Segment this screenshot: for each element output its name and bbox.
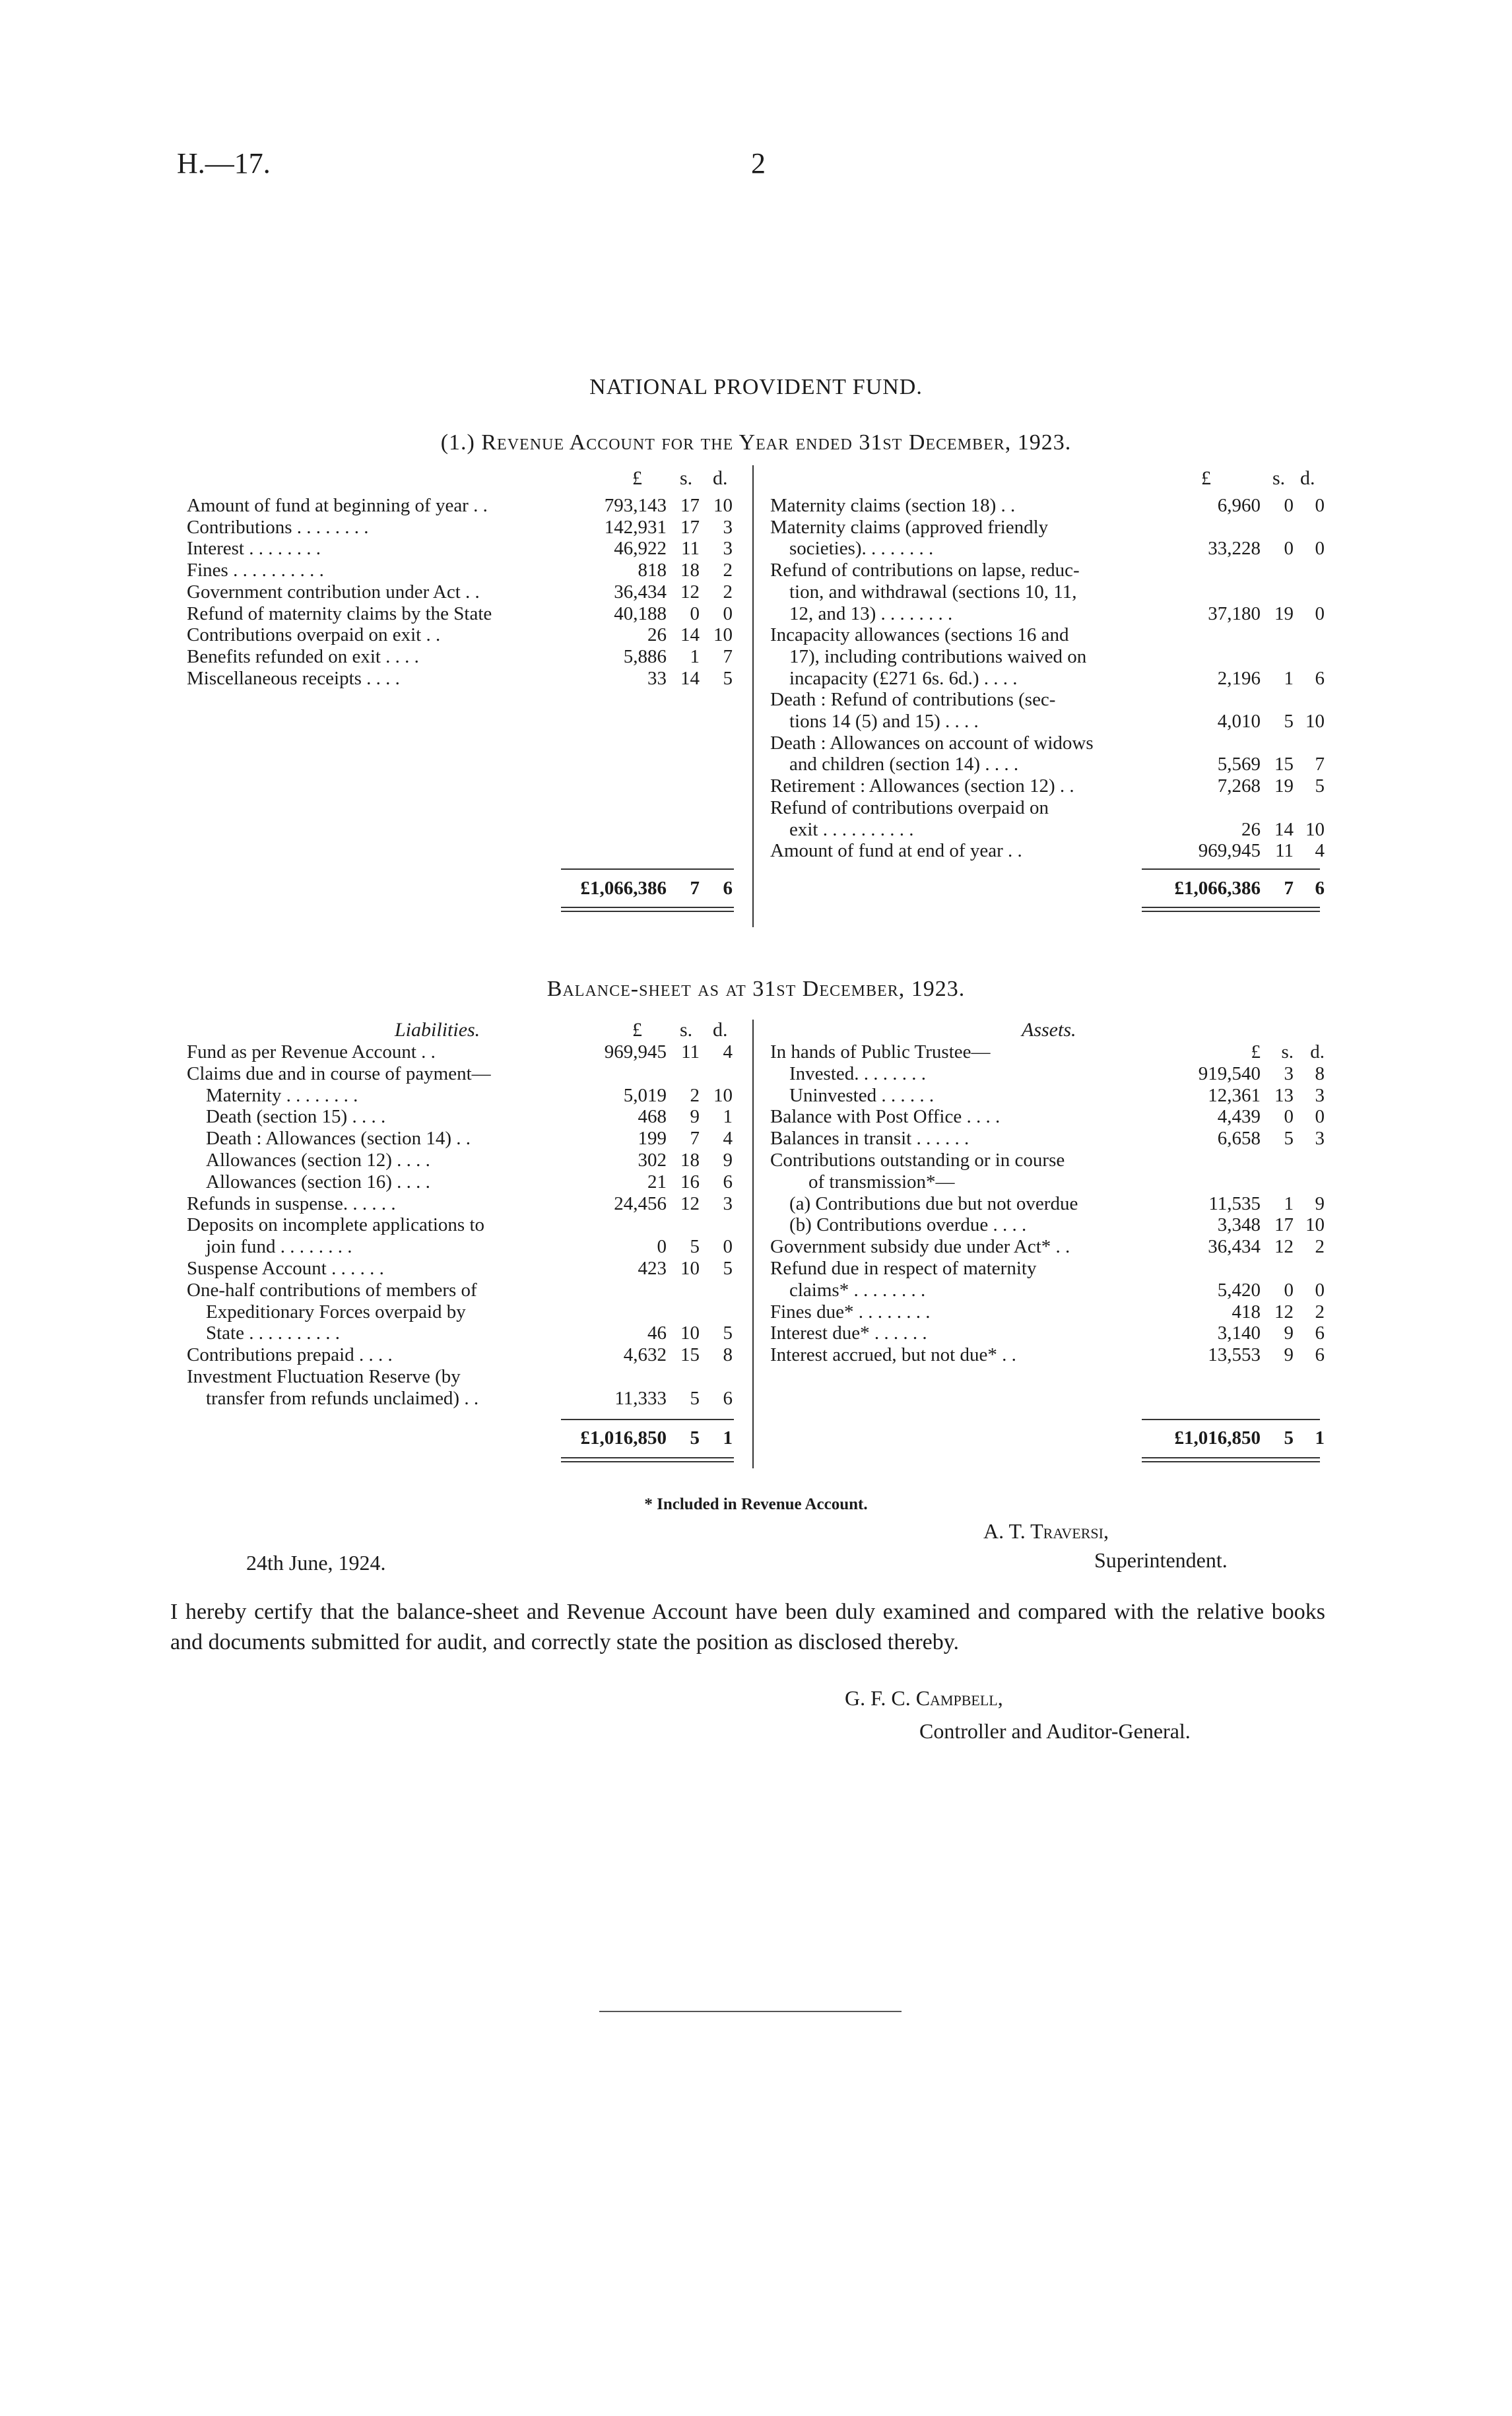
liability-pounds: 46: [647, 1322, 667, 1344]
rev-payment-s: 15: [1274, 754, 1294, 775]
asset-pounds: 3,348: [1217, 1214, 1261, 1236]
liability-label: join fund . . . . . . . .: [187, 1236, 352, 1258]
liability-pounds: 21: [647, 1171, 667, 1192]
rev-payment-pounds: 37,180: [1208, 603, 1261, 624]
rev-receipt-s: 12: [680, 581, 700, 603]
liability-label: Maternity . . . . . . . .: [187, 1084, 358, 1106]
asset-label: (b) Contributions overdue . . . .: [770, 1214, 1027, 1236]
rev-left-d-header: d.: [713, 467, 728, 489]
liability-label: Suspense Account . . . . . .: [187, 1258, 384, 1279]
bal-right-total-s: 5: [1284, 1427, 1294, 1449]
liability-d: 9: [723, 1150, 733, 1171]
liability-s: 16: [680, 1171, 700, 1192]
balance-center-divider: [752, 1020, 754, 1468]
rev-receipt-d: 7: [723, 645, 733, 667]
rev-payment-pounds: 33,228: [1208, 538, 1261, 560]
liabilities-heading: Liabilities.: [395, 1019, 480, 1041]
asset-d: d.: [1310, 1041, 1325, 1062]
liability-s: 12: [680, 1192, 700, 1214]
liability-pounds: 4,632: [623, 1344, 667, 1366]
bal-right-total-d: 1: [1315, 1427, 1325, 1449]
document-reference: H.—17.: [177, 147, 271, 180]
rev-payment-label: 12, and 13) . . . . . . . .: [770, 603, 953, 624]
asset-d: 6: [1315, 1322, 1325, 1344]
rev-right-s-header: s.: [1272, 467, 1286, 489]
rev-receipt-label: Fines . . . . . . . . . .: [187, 560, 324, 581]
rev-left-double-rule-2: [561, 911, 734, 912]
rev-receipt-label: Miscellaneous receipts . . . .: [187, 667, 400, 689]
rev-left-double-rule-1: [561, 907, 734, 908]
rev-payment-s: 19: [1274, 603, 1294, 624]
liability-label: Allowances (section 16) . . . .: [187, 1171, 430, 1192]
rev-payment-label: Maternity claims (section 18) . .: [770, 495, 1016, 516]
rev-receipt-pounds: 33: [647, 667, 667, 689]
superintendent-name: A. T. Traversi,: [983, 1519, 1109, 1543]
bal-left-double-rule-2: [561, 1461, 734, 1462]
rev-payment-label: societies). . . . . . . .: [770, 538, 934, 560]
liability-d: 5: [723, 1258, 733, 1279]
rev-receipt-d: 10: [713, 495, 733, 516]
liability-label: Death (section 15) . . . .: [187, 1106, 386, 1128]
liability-s: 7: [690, 1128, 700, 1150]
rev-payment-s: 0: [1284, 495, 1294, 516]
liability-s: 9: [690, 1106, 700, 1128]
liability-pounds: 24,456: [614, 1192, 667, 1214]
rev-left-s-header: s.: [680, 467, 693, 489]
rev-payment-pounds: 26: [1241, 818, 1261, 840]
rev-receipt-s: 17: [680, 516, 700, 538]
asset-d: 3: [1315, 1128, 1325, 1150]
asset-label: Contributions outstanding or in course: [770, 1150, 1065, 1171]
rev-right-pound-header: £: [1201, 467, 1211, 489]
rev-payment-s: 14: [1274, 818, 1294, 840]
asset-pounds: 11,535: [1208, 1192, 1261, 1214]
bal-right-total-rule: [1142, 1419, 1320, 1420]
assets-heading: Assets.: [1022, 1019, 1076, 1041]
asset-label: Balance with Post Office . . . .: [770, 1106, 1001, 1128]
liability-d: 4: [723, 1041, 733, 1062]
rev-right-total-s: 7: [1284, 878, 1294, 899]
liability-d: 6: [723, 1387, 733, 1409]
asset-label: Invested. . . . . . . .: [770, 1062, 926, 1084]
asset-s: 12: [1274, 1236, 1294, 1258]
asset-d: 0: [1315, 1279, 1325, 1301]
rev-receipt-s: 14: [680, 624, 700, 646]
liability-label: Investment Fluctuation Reserve (by: [187, 1366, 461, 1387]
rev-payment-s: 0: [1284, 538, 1294, 560]
rev-payment-label: Maternity claims (approved friendly: [770, 516, 1049, 538]
asset-d: 8: [1315, 1062, 1325, 1084]
asset-s: 9: [1284, 1344, 1294, 1366]
rev-receipt-d: 2: [723, 581, 733, 603]
liability-label: Claims due and in course of payment—: [187, 1062, 491, 1084]
asset-s: s.: [1281, 1041, 1294, 1062]
asset-pounds: 3,140: [1217, 1322, 1261, 1344]
rev-payment-pounds: 7,268: [1217, 775, 1261, 797]
asset-pounds: 418: [1232, 1301, 1261, 1322]
asset-s: 9: [1284, 1322, 1294, 1344]
rev-payment-s: 5: [1284, 711, 1294, 732]
rev-left-total-s: 7: [690, 878, 700, 899]
asset-d: 0: [1315, 1106, 1325, 1128]
rev-payment-label: Death : Allowances on account of widows: [770, 732, 1094, 754]
bal-right-double-rule-1: [1142, 1457, 1320, 1458]
liability-label: transfer from refunds unclaimed) . .: [187, 1387, 479, 1409]
bal-left-double-rule-1: [561, 1457, 734, 1458]
rev-payment-label: and children (section 14) . . . .: [770, 754, 1019, 775]
footnote: * Included in Revenue Account.: [644, 1495, 868, 1513]
asset-s: 1: [1284, 1192, 1294, 1214]
rev-payment-label: Retirement : Allowances (section 12) . .: [770, 775, 1074, 797]
rev-payment-label: exit . . . . . . . . . .: [770, 818, 914, 840]
liability-d: 10: [713, 1084, 733, 1106]
liability-s: 18: [680, 1150, 700, 1171]
rev-receipt-s: 1: [690, 645, 700, 667]
liability-s: 11: [681, 1041, 700, 1062]
rev-payment-pounds: 5,569: [1217, 754, 1261, 775]
asset-label: claims* . . . . . . . .: [770, 1279, 926, 1301]
asset-label: Refund due in respect of maternity: [770, 1258, 1037, 1279]
asset-pounds: 6,658: [1217, 1128, 1261, 1150]
asset-d: 6: [1315, 1344, 1325, 1366]
rev-payment-label: 17), including contributions waived on: [770, 645, 1087, 667]
liability-d: 6: [723, 1171, 733, 1192]
liability-pounds: 969,945: [604, 1041, 667, 1062]
rev-payment-s: 19: [1274, 775, 1294, 797]
end-rule: [599, 2011, 902, 2012]
asset-pounds: 5,420: [1217, 1279, 1261, 1301]
liability-label: Allowances (section 12) . . . .: [187, 1150, 430, 1171]
asset-label: Interest accrued, but not due* . .: [770, 1344, 1016, 1366]
rev-right-d-header: d.: [1300, 467, 1315, 489]
bal-left-total-s: 5: [690, 1427, 700, 1449]
rev-payment-d: 10: [1305, 818, 1325, 840]
asset-pounds: 919,540: [1198, 1062, 1261, 1084]
asset-s: 0: [1284, 1279, 1294, 1301]
asset-s: 13: [1274, 1084, 1294, 1106]
rev-receipt-s: 0: [690, 603, 700, 624]
liability-label: State . . . . . . . . . .: [187, 1322, 340, 1344]
rev-receipt-pounds: 142,931: [604, 516, 667, 538]
bal-left-d-header: d.: [713, 1019, 728, 1041]
liability-pounds: 199: [638, 1128, 667, 1150]
rev-receipt-s: 18: [680, 560, 700, 581]
rev-payment-d: 4: [1315, 840, 1325, 862]
asset-label: of transmission*—: [770, 1171, 955, 1192]
rev-payment-label: Refund of contributions overpaid on: [770, 797, 1049, 818]
liability-label: Death : Allowances (section 14) . .: [187, 1128, 471, 1150]
rev-payment-label: tion, and withdrawal (sections 10, 11,: [770, 581, 1077, 603]
document-title: NATIONAL PROVIDENT FUND.: [589, 375, 923, 399]
liability-d: 3: [723, 1192, 733, 1214]
liability-s: 2: [690, 1084, 700, 1106]
asset-d: 9: [1315, 1192, 1325, 1214]
asset-label: Uninvested . . . . . .: [770, 1084, 935, 1106]
asset-pounds: 4,439: [1217, 1106, 1261, 1128]
asset-pounds: 13,553: [1208, 1344, 1261, 1366]
rev-receipt-label: Amount of fund at beginning of year . .: [187, 495, 488, 516]
rev-left-total-pounds: £1,066,386: [580, 878, 667, 899]
liability-d: 1: [723, 1106, 733, 1128]
asset-s: 3: [1284, 1062, 1294, 1084]
rev-payment-s: 1: [1284, 667, 1294, 689]
rev-payment-pounds: 4,010: [1217, 711, 1261, 732]
liability-d: 8: [723, 1344, 733, 1366]
rev-receipt-s: 14: [680, 667, 700, 689]
asset-pounds: 12,361: [1208, 1084, 1261, 1106]
asset-s: 17: [1274, 1214, 1294, 1236]
rev-payment-pounds: 969,945: [1198, 840, 1261, 862]
rev-receipt-pounds: 793,143: [604, 495, 667, 516]
asset-label: (a) Contributions due but not overdue: [770, 1192, 1078, 1214]
asset-pounds: 36,434: [1208, 1236, 1261, 1258]
liability-pounds: 5,019: [623, 1084, 667, 1106]
page-number: 2: [751, 147, 766, 180]
rev-payment-label: Amount of fund at end of year . .: [770, 840, 1022, 862]
liability-label: Fund as per Revenue Account . .: [187, 1041, 436, 1062]
rev-receipt-d: 3: [723, 516, 733, 538]
liability-label: Refunds in suspense. . . . . .: [187, 1192, 396, 1214]
rev-right-double-rule-1: [1142, 907, 1320, 908]
bal-right-total-pounds: £1,016,850: [1174, 1427, 1261, 1449]
rev-right-total-pounds: £1,066,386: [1174, 878, 1261, 899]
auditor-name: G. F. C. Campbell,: [845, 1686, 1003, 1710]
asset-label: Interest due* . . . . . .: [770, 1322, 927, 1344]
rev-payment-d: 0: [1315, 495, 1325, 516]
liability-s: 10: [680, 1258, 700, 1279]
rev-receipt-pounds: 5,886: [623, 645, 667, 667]
superintendent-title: Superintendent.: [1094, 1548, 1228, 1572]
asset-d: 3: [1315, 1084, 1325, 1106]
asset-s: 5: [1284, 1128, 1294, 1150]
liability-pounds: 11,333: [614, 1387, 667, 1409]
liability-d: 4: [723, 1128, 733, 1150]
asset-label: Balances in transit . . . . . .: [770, 1128, 970, 1150]
liability-d: 0: [723, 1236, 733, 1258]
liability-s: 5: [690, 1236, 700, 1258]
rev-receipt-pounds: 40,188: [614, 603, 667, 624]
liability-d: 5: [723, 1322, 733, 1344]
audit-certificate: I hereby certify that the balance-sheet and Revenue Account have been duly examined and compared with the relative books and documents submitted for audit, and correctly state the position as disclosed thereby.: [170, 1600, 1325, 1654]
rev-receipt-s: 17: [680, 495, 700, 516]
balance-sheet-caption: Balance-sheet as at 31st December, 1923.: [546, 977, 966, 1001]
rev-payment-pounds: 2,196: [1217, 667, 1261, 689]
rev-receipt-label: Contributions overpaid on exit . .: [187, 624, 441, 646]
rev-payment-d: 6: [1315, 667, 1325, 689]
rev-receipt-label: Government contribution under Act . .: [187, 581, 480, 603]
rev-payment-label: Incapacity allowances (sections 16 and: [770, 624, 1069, 646]
liability-label: Expeditionary Forces overpaid by: [187, 1301, 466, 1322]
revenue-center-divider: [752, 465, 754, 927]
rev-left-total-d: 6: [723, 878, 733, 899]
rev-receipt-d: 10: [713, 624, 733, 646]
bal-right-double-rule-2: [1142, 1461, 1320, 1462]
rev-right-double-rule-2: [1142, 911, 1320, 912]
rev-payment-d: 10: [1305, 711, 1325, 732]
rev-payment-label: Refund of contributions on lapse, reduc-: [770, 560, 1080, 581]
liability-label: Contributions prepaid . . . .: [187, 1344, 393, 1366]
rev-right-total-d: 6: [1315, 878, 1325, 899]
bal-left-s-header: s.: [680, 1019, 693, 1041]
asset-d: 2: [1315, 1301, 1325, 1322]
rev-receipt-pounds: 46,922: [614, 538, 667, 560]
rev-receipt-d: 5: [723, 667, 733, 689]
bal-left-pound-header: £: [632, 1019, 642, 1041]
asset-d: 10: [1305, 1214, 1325, 1236]
rev-payment-d: 0: [1315, 603, 1325, 624]
liability-pounds: 423: [638, 1258, 667, 1279]
rev-receipt-label: Contributions . . . . . . . .: [187, 516, 369, 538]
liability-label: One-half contributions of members of: [187, 1279, 477, 1301]
liability-label: Deposits on incomplete applications to: [187, 1214, 485, 1236]
revenue-account-caption: (1.) Revenue Account for the Year ended 31st December, 1923.: [440, 430, 1072, 455]
rev-payment-pounds: 6,960: [1217, 495, 1261, 516]
rev-receipt-s: 11: [681, 538, 700, 560]
asset-d: 2: [1315, 1236, 1325, 1258]
auditor-title: Controller and Auditor-General.: [919, 1719, 1191, 1743]
asset-label: Fines due* . . . . . . . .: [770, 1301, 931, 1322]
rev-payment-label: incapacity (£271 6s. 6d.) . . . .: [770, 667, 1018, 689]
asset-label: In hands of Public Trustee—: [770, 1041, 991, 1062]
bal-left-total-d: 1: [723, 1427, 733, 1449]
liability-pounds: 0: [657, 1236, 667, 1258]
rev-receipt-label: Benefits refunded on exit . . . .: [187, 645, 419, 667]
rev-receipt-d: 2: [723, 560, 733, 581]
rev-receipt-label: Refund of maternity claims by the State: [187, 603, 492, 624]
rev-receipt-d: 3: [723, 538, 733, 560]
rev-receipt-pounds: 36,434: [614, 581, 667, 603]
rev-left-pound-header: £: [632, 467, 642, 489]
liability-pounds: 302: [638, 1150, 667, 1171]
asset-s: 0: [1284, 1106, 1294, 1128]
liability-s: 15: [680, 1344, 700, 1366]
bal-left-total-pounds: £1,016,850: [580, 1427, 667, 1449]
bal-left-total-rule: [561, 1419, 734, 1420]
rev-payment-d: 7: [1315, 754, 1325, 775]
rev-receipt-pounds: 26: [647, 624, 667, 646]
asset-label: Government subsidy due under Act* . .: [770, 1236, 1070, 1258]
asset-s: 12: [1274, 1301, 1294, 1322]
rev-payment-d: 0: [1315, 538, 1325, 560]
liability-s: 5: [690, 1387, 700, 1409]
liability-s: 10: [680, 1322, 700, 1344]
rev-right-total-rule: [1142, 868, 1320, 870]
asset-pounds: £: [1251, 1041, 1261, 1062]
liability-pounds: 468: [638, 1106, 667, 1128]
rev-payment-label: Death : Refund of contributions (sec-: [770, 689, 1056, 711]
rev-receipt-pounds: 818: [638, 560, 667, 581]
signature-date: 24th June, 1924.: [246, 1551, 386, 1575]
rev-payment-label: tions 14 (5) and 15) . . . .: [770, 711, 979, 732]
rev-payment-s: 11: [1275, 840, 1294, 862]
rev-receipt-d: 0: [723, 603, 733, 624]
rev-receipt-label: Interest . . . . . . . .: [187, 538, 321, 560]
rev-payment-d: 5: [1315, 775, 1325, 797]
rev-left-total-rule: [561, 868, 734, 870]
